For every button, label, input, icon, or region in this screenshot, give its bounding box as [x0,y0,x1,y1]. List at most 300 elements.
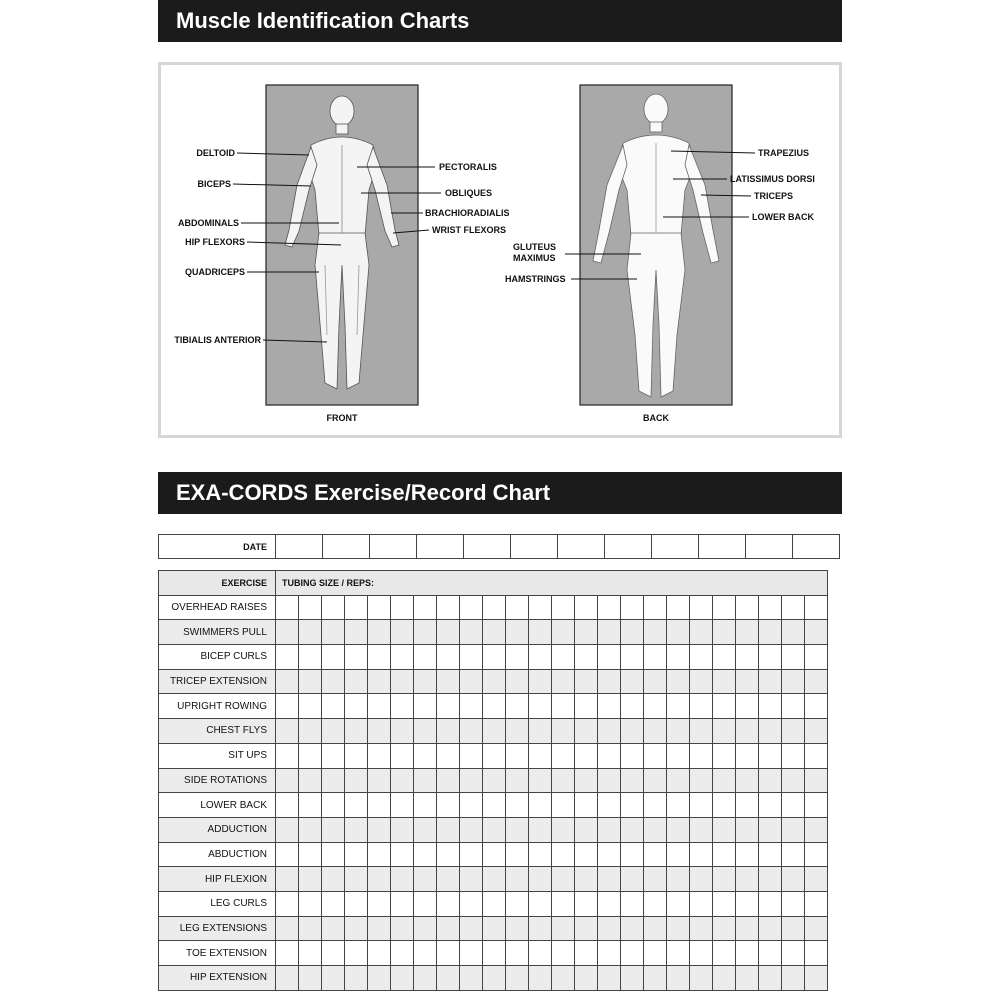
record-cell[interactable] [759,694,782,719]
record-cell[interactable] [414,645,437,670]
record-cell[interactable] [598,891,621,916]
record-cell[interactable] [345,891,368,916]
date-cell[interactable] [605,535,652,559]
record-cell[interactable] [299,719,322,744]
record-cell[interactable] [552,842,575,867]
record-cell[interactable] [368,891,391,916]
record-cell[interactable] [667,842,690,867]
record-cell[interactable] [345,694,368,719]
record-cell[interactable] [276,669,299,694]
record-cell[interactable] [621,645,644,670]
record-cell[interactable] [805,842,828,867]
record-cell[interactable] [368,817,391,842]
record-cell[interactable] [759,891,782,916]
record-cell[interactable] [667,694,690,719]
record-cell[interactable] [437,941,460,966]
record-cell[interactable] [713,941,736,966]
record-cell[interactable] [598,916,621,941]
record-cell[interactable] [575,817,598,842]
record-cell[interactable] [529,867,552,892]
record-cell[interactable] [345,768,368,793]
record-cell[interactable] [368,867,391,892]
record-cell[interactable] [736,891,759,916]
record-cell[interactable] [460,867,483,892]
record-cell[interactable] [621,768,644,793]
record-cell[interactable] [690,645,713,670]
record-cell[interactable] [690,891,713,916]
record-cell[interactable] [391,743,414,768]
record-cell[interactable] [644,867,667,892]
record-cell[interactable] [276,817,299,842]
record-cell[interactable] [483,867,506,892]
record-cell[interactable] [759,842,782,867]
record-cell[interactable] [713,966,736,991]
record-cell[interactable] [414,694,437,719]
record-cell[interactable] [690,719,713,744]
record-cell[interactable] [322,941,345,966]
record-cell[interactable] [667,867,690,892]
record-cell[interactable] [506,645,529,670]
record-cell[interactable] [644,669,667,694]
record-cell[interactable] [782,694,805,719]
record-cell[interactable] [299,941,322,966]
record-cell[interactable] [713,620,736,645]
record-cell[interactable] [805,719,828,744]
record-cell[interactable] [575,891,598,916]
record-cell[interactable] [276,620,299,645]
record-cell[interactable] [414,620,437,645]
record-cell[interactable] [575,694,598,719]
record-cell[interactable] [345,595,368,620]
record-cell[interactable] [598,669,621,694]
record-cell[interactable] [276,867,299,892]
record-cell[interactable] [276,842,299,867]
record-cell[interactable] [782,842,805,867]
record-cell[interactable] [805,966,828,991]
record-cell[interactable] [414,669,437,694]
record-cell[interactable] [276,793,299,818]
record-cell[interactable] [414,817,437,842]
record-cell[interactable] [575,916,598,941]
record-cell[interactable] [552,867,575,892]
record-cell[interactable] [414,719,437,744]
record-cell[interactable] [667,719,690,744]
record-cell[interactable] [322,817,345,842]
date-cell[interactable] [558,535,605,559]
record-cell[interactable] [759,966,782,991]
record-cell[interactable] [644,793,667,818]
record-cell[interactable] [667,891,690,916]
record-cell[interactable] [368,793,391,818]
record-cell[interactable] [529,916,552,941]
record-cell[interactable] [598,694,621,719]
record-cell[interactable] [621,867,644,892]
record-cell[interactable] [713,645,736,670]
record-cell[interactable] [322,916,345,941]
record-cell[interactable] [368,768,391,793]
record-cell[interactable] [713,719,736,744]
record-cell[interactable] [644,768,667,793]
record-cell[interactable] [299,916,322,941]
record-cell[interactable] [759,645,782,670]
record-cell[interactable] [621,743,644,768]
record-cell[interactable] [483,916,506,941]
record-cell[interactable] [345,842,368,867]
record-cell[interactable] [506,595,529,620]
record-cell[interactable] [575,645,598,670]
record-cell[interactable] [414,842,437,867]
record-cell[interactable] [506,867,529,892]
record-cell[interactable] [552,645,575,670]
record-cell[interactable] [322,842,345,867]
record-cell[interactable] [598,941,621,966]
record-cell[interactable] [506,620,529,645]
record-cell[interactable] [529,743,552,768]
record-cell[interactable] [552,595,575,620]
record-cell[interactable] [529,817,552,842]
record-cell[interactable] [759,817,782,842]
date-cell[interactable] [276,535,323,559]
record-cell[interactable] [483,891,506,916]
record-cell[interactable] [805,669,828,694]
record-cell[interactable] [391,916,414,941]
record-cell[interactable] [368,966,391,991]
record-cell[interactable] [575,966,598,991]
record-cell[interactable] [713,768,736,793]
record-cell[interactable] [575,842,598,867]
record-cell[interactable] [690,694,713,719]
record-cell[interactable] [782,941,805,966]
record-cell[interactable] [460,966,483,991]
record-cell[interactable] [782,891,805,916]
record-cell[interactable] [322,966,345,991]
date-cell[interactable] [511,535,558,559]
record-cell[interactable] [437,620,460,645]
record-cell[interactable] [322,891,345,916]
record-cell[interactable] [299,768,322,793]
record-cell[interactable] [598,817,621,842]
record-cell[interactable] [736,941,759,966]
record-cell[interactable] [437,842,460,867]
record-cell[interactable] [414,941,437,966]
date-cell[interactable] [464,535,511,559]
record-cell[interactable] [460,645,483,670]
record-cell[interactable] [805,817,828,842]
record-cell[interactable] [713,891,736,916]
record-cell[interactable] [805,620,828,645]
record-cell[interactable] [667,966,690,991]
record-cell[interactable] [736,842,759,867]
record-cell[interactable] [391,694,414,719]
record-cell[interactable] [483,719,506,744]
record-cell[interactable] [414,768,437,793]
record-cell[interactable] [529,620,552,645]
record-cell[interactable] [276,891,299,916]
record-cell[interactable] [391,817,414,842]
record-cell[interactable] [460,916,483,941]
record-cell[interactable] [437,768,460,793]
record-cell[interactable] [552,891,575,916]
date-cell[interactable] [793,535,840,559]
date-cell[interactable] [417,535,464,559]
record-cell[interactable] [460,941,483,966]
record-cell[interactable] [575,768,598,793]
record-cell[interactable] [345,817,368,842]
record-cell[interactable] [460,595,483,620]
record-cell[interactable] [782,768,805,793]
record-cell[interactable] [644,891,667,916]
date-cell[interactable] [370,535,417,559]
record-cell[interactable] [437,966,460,991]
record-cell[interactable] [598,645,621,670]
record-cell[interactable] [460,768,483,793]
record-cell[interactable] [299,842,322,867]
record-cell[interactable] [736,719,759,744]
record-cell[interactable] [759,743,782,768]
record-cell[interactable] [736,694,759,719]
record-cell[interactable] [736,768,759,793]
record-cell[interactable] [690,867,713,892]
record-cell[interactable] [391,620,414,645]
record-cell[interactable] [483,669,506,694]
record-cell[interactable] [736,817,759,842]
record-cell[interactable] [782,793,805,818]
record-cell[interactable] [644,817,667,842]
record-cell[interactable] [460,743,483,768]
record-cell[interactable] [322,793,345,818]
record-cell[interactable] [782,719,805,744]
record-cell[interactable] [345,793,368,818]
record-cell[interactable] [690,941,713,966]
record-cell[interactable] [759,620,782,645]
record-cell[interactable] [552,669,575,694]
record-cell[interactable] [621,719,644,744]
record-cell[interactable] [322,595,345,620]
record-cell[interactable] [506,891,529,916]
record-cell[interactable] [276,645,299,670]
record-cell[interactable] [598,768,621,793]
record-cell[interactable] [759,719,782,744]
record-cell[interactable] [322,719,345,744]
record-cell[interactable] [368,620,391,645]
record-cell[interactable] [644,966,667,991]
record-cell[interactable] [621,620,644,645]
record-cell[interactable] [483,694,506,719]
record-cell[interactable] [690,768,713,793]
record-cell[interactable] [437,743,460,768]
record-cell[interactable] [414,743,437,768]
record-cell[interactable] [575,941,598,966]
record-cell[interactable] [483,817,506,842]
record-cell[interactable] [506,916,529,941]
record-cell[interactable] [299,966,322,991]
record-cell[interactable] [322,867,345,892]
record-cell[interactable] [345,620,368,645]
record-cell[interactable] [506,842,529,867]
record-cell[interactable] [621,966,644,991]
record-cell[interactable] [782,743,805,768]
record-cell[interactable] [299,817,322,842]
record-cell[interactable] [299,595,322,620]
record-cell[interactable] [529,595,552,620]
record-cell[interactable] [276,768,299,793]
record-cell[interactable] [759,768,782,793]
record-cell[interactable] [552,966,575,991]
record-cell[interactable] [506,817,529,842]
record-cell[interactable] [598,966,621,991]
record-cell[interactable] [575,669,598,694]
record-cell[interactable] [667,793,690,818]
record-cell[interactable] [713,669,736,694]
record-cell[interactable] [506,768,529,793]
record-cell[interactable] [736,620,759,645]
record-cell[interactable] [667,817,690,842]
record-cell[interactable] [736,669,759,694]
record-cell[interactable] [552,719,575,744]
date-cell[interactable] [746,535,793,559]
record-cell[interactable] [736,645,759,670]
record-cell[interactable] [782,867,805,892]
record-cell[interactable] [782,595,805,620]
record-cell[interactable] [391,669,414,694]
record-cell[interactable] [414,595,437,620]
record-cell[interactable] [713,867,736,892]
record-cell[interactable] [690,743,713,768]
date-cell[interactable] [652,535,699,559]
record-cell[interactable] [460,719,483,744]
record-cell[interactable] [575,793,598,818]
record-cell[interactable] [437,669,460,694]
record-cell[interactable] [759,941,782,966]
record-cell[interactable] [506,719,529,744]
record-cell[interactable] [598,595,621,620]
record-cell[interactable] [437,793,460,818]
record-cell[interactable] [598,719,621,744]
record-cell[interactable] [644,719,667,744]
record-cell[interactable] [552,793,575,818]
record-cell[interactable] [414,916,437,941]
record-cell[interactable] [391,842,414,867]
record-cell[interactable] [483,743,506,768]
record-cell[interactable] [529,645,552,670]
record-cell[interactable] [667,941,690,966]
record-cell[interactable] [345,669,368,694]
record-cell[interactable] [736,793,759,818]
record-cell[interactable] [667,669,690,694]
record-cell[interactable] [391,793,414,818]
record-cell[interactable] [552,743,575,768]
record-cell[interactable] [322,743,345,768]
record-cell[interactable] [506,694,529,719]
record-cell[interactable] [644,916,667,941]
record-cell[interactable] [621,817,644,842]
record-cell[interactable] [598,867,621,892]
record-cell[interactable] [598,743,621,768]
record-cell[interactable] [713,694,736,719]
record-cell[interactable] [414,867,437,892]
record-cell[interactable] [322,694,345,719]
date-cell[interactable] [699,535,746,559]
record-cell[interactable] [690,817,713,842]
record-cell[interactable] [529,669,552,694]
record-cell[interactable] [805,595,828,620]
record-cell[interactable] [621,916,644,941]
record-cell[interactable] [368,669,391,694]
record-cell[interactable] [759,916,782,941]
record-cell[interactable] [690,842,713,867]
date-cell[interactable] [323,535,370,559]
record-cell[interactable] [437,694,460,719]
record-cell[interactable] [575,867,598,892]
record-cell[interactable] [414,793,437,818]
record-cell[interactable] [759,595,782,620]
record-cell[interactable] [529,768,552,793]
record-cell[interactable] [529,694,552,719]
record-cell[interactable] [759,669,782,694]
record-cell[interactable] [805,891,828,916]
record-cell[interactable] [437,817,460,842]
record-cell[interactable] [805,867,828,892]
record-cell[interactable] [345,719,368,744]
record-cell[interactable] [529,891,552,916]
record-cell[interactable] [690,595,713,620]
record-cell[interactable] [414,891,437,916]
record-cell[interactable] [322,620,345,645]
record-cell[interactable] [368,645,391,670]
record-cell[interactable] [644,620,667,645]
record-cell[interactable] [598,793,621,818]
record-cell[interactable] [391,867,414,892]
record-cell[interactable] [529,793,552,818]
record-cell[interactable] [805,941,828,966]
record-cell[interactable] [644,842,667,867]
record-cell[interactable] [276,941,299,966]
record-cell[interactable] [690,669,713,694]
record-cell[interactable] [345,743,368,768]
record-cell[interactable] [368,719,391,744]
record-cell[interactable] [345,966,368,991]
record-cell[interactable] [713,817,736,842]
record-cell[interactable] [782,817,805,842]
record-cell[interactable] [782,669,805,694]
record-cell[interactable] [805,768,828,793]
record-cell[interactable] [713,595,736,620]
record-cell[interactable] [368,842,391,867]
record-cell[interactable] [437,719,460,744]
record-cell[interactable] [552,694,575,719]
record-cell[interactable] [552,941,575,966]
record-cell[interactable] [644,941,667,966]
record-cell[interactable] [621,694,644,719]
record-cell[interactable] [667,768,690,793]
record-cell[interactable] [345,916,368,941]
record-cell[interactable] [805,743,828,768]
record-cell[interactable] [736,595,759,620]
record-cell[interactable] [759,867,782,892]
record-cell[interactable] [529,941,552,966]
record-cell[interactable] [483,842,506,867]
record-cell[interactable] [713,743,736,768]
record-cell[interactable] [667,743,690,768]
record-cell[interactable] [690,966,713,991]
record-cell[interactable] [805,793,828,818]
record-cell[interactable] [483,595,506,620]
record-cell[interactable] [483,941,506,966]
record-cell[interactable] [575,719,598,744]
record-cell[interactable] [644,595,667,620]
record-cell[interactable] [552,768,575,793]
record-cell[interactable] [667,620,690,645]
